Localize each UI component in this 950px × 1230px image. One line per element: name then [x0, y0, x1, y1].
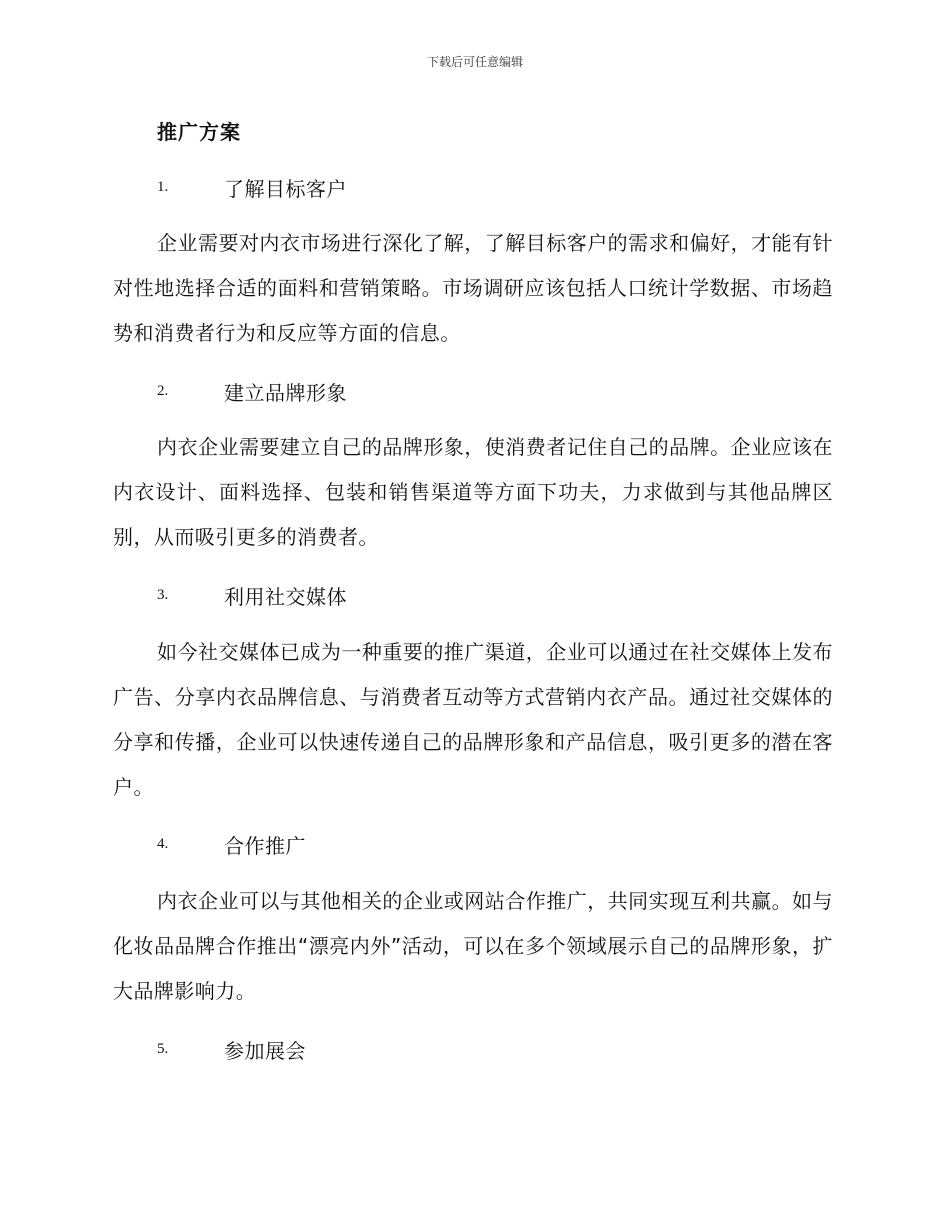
section-title: 了解目标客户 [224, 176, 347, 201]
section-heading-3 [157, 580, 347, 610]
section-title: 利用社交媒体 [224, 584, 347, 609]
section-heading-2 [157, 376, 347, 406]
section-title: 参加展会 [224, 1038, 306, 1063]
section-title: 建立品牌形象 [224, 380, 347, 405]
document-title: 推广方案 [157, 120, 241, 144]
page-header: 下载后可任意编辑 [426, 55, 523, 69]
section-paragraph-3: 如今社交媒体已成为一种重要的推广渠道，企业可以通过在社交媒体上发布广告、分享内衣品牌信息、与消费者互动等方式营销内衣产品。通过社交媒体的分享和传播，企业可以快速传递自己的品牌形象和产品信息，吸引更多的潜在客户。 [113, 640, 833, 799]
section-heading-4 [157, 829, 306, 859]
section-number: 2. [157, 382, 169, 399]
section-number: 1. [157, 178, 169, 195]
section-heading-1 [157, 172, 347, 202]
section-number: 4. [157, 835, 169, 852]
section-paragraph-2: 内衣企业需要建立自己的品牌形象，使消费者记住自己的品牌。企业应该在内衣设计、面料选择、包装和销售渠道等方面下功夫，力求做到与其他品牌区别，从而吸引更多的消费者。 [113, 435, 833, 549]
section-number: 3. [157, 586, 169, 603]
section-title: 合作推广 [224, 833, 306, 858]
section-heading-5 [157, 1034, 306, 1064]
section-number: 5. [157, 1040, 169, 1057]
section-paragraph-1: 企业需要对内衣市场进行深化了解，了解目标客户的需求和偏好，才能有针对性地选择合适的面料和营销策略。市场调研应该包括人口统计学数据、市场趋势和消费者行为和反应等方面的信息。 [113, 231, 833, 345]
section-paragraph-4: 内衣企业可以与其他相关的企业或网站合作推广，共同实现互利共赢。如与化妆品品牌合作推出“漂亮内外”活动，可以在多个领域展示自己的品牌形象，扩大品牌影响力。 [113, 889, 833, 1003]
